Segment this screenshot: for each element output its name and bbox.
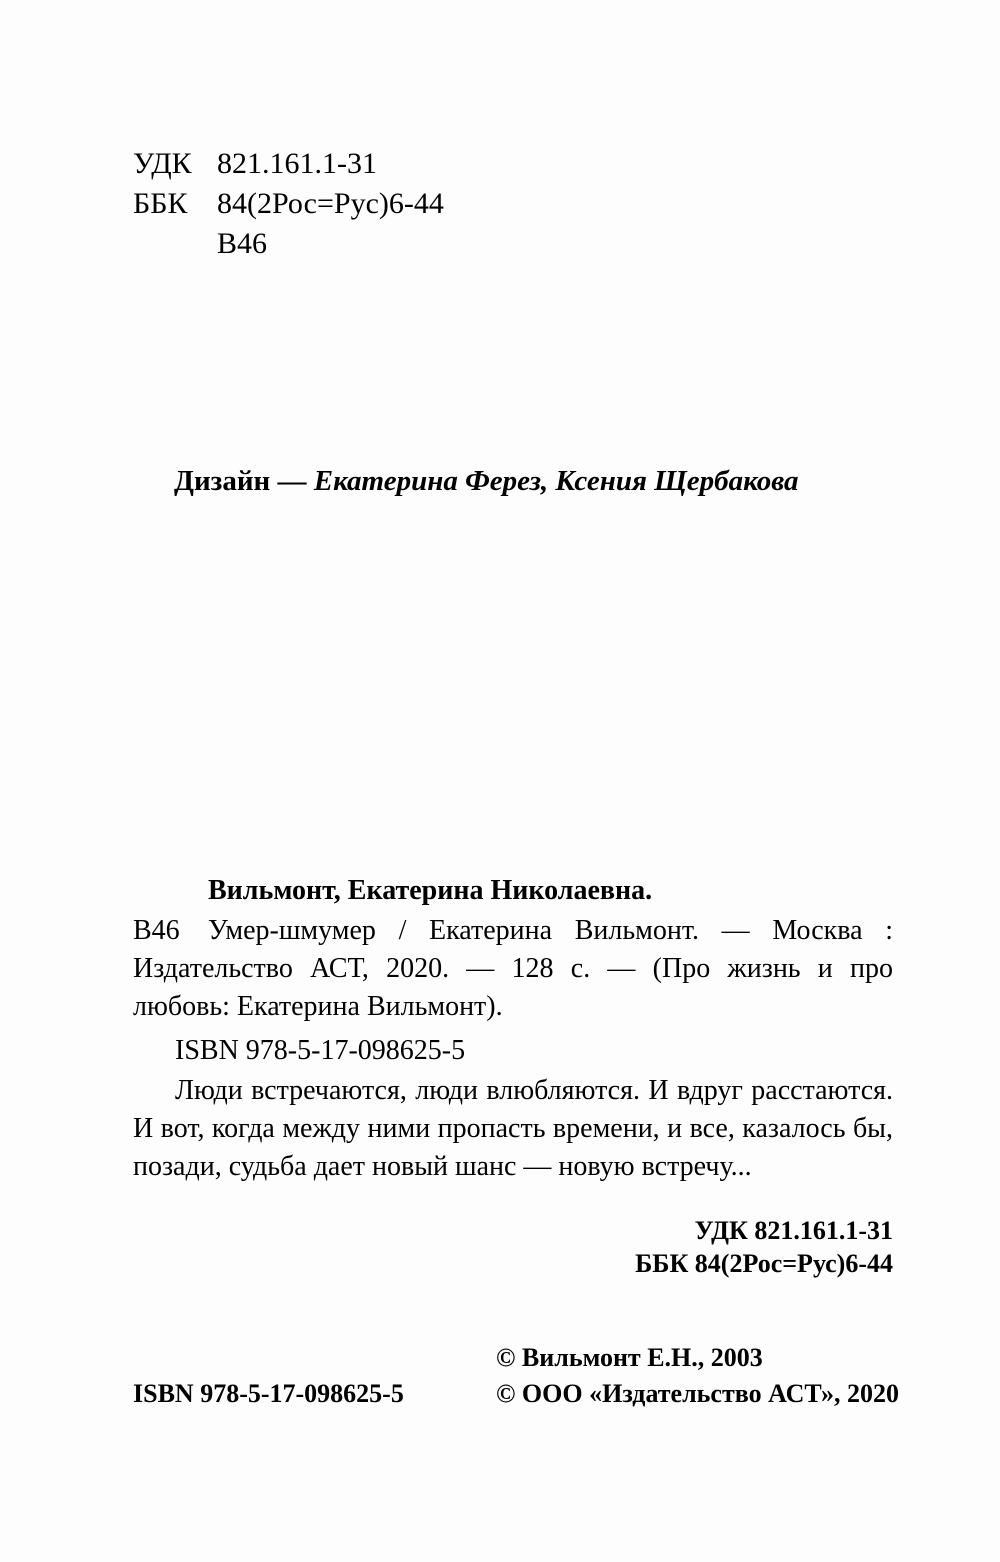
design-credit-names: Екатерина Ферез, Ксения Щербакова: [313, 465, 799, 497]
footer-isbn: ISBN 978-5-17-098625-5: [133, 1379, 404, 1408]
classification-row-bbk: [133, 184, 444, 224]
copyright-author: © Вильмонт Е.Н., 2003: [496, 1343, 763, 1372]
design-credit: [174, 462, 798, 500]
classification-value-bbk: 84(2Рос=Рус)6-44: [217, 187, 444, 220]
biblio-shelfmark: В46: [133, 915, 180, 946]
bibliographic-record: [133, 872, 893, 1186]
biblio-author: Вильмонт, Екатерина Николаевна.: [208, 875, 653, 906]
classification-repeat-udk: УДК 821.161.1-31: [694, 1216, 893, 1245]
classification-value-shelfmark: В46: [217, 227, 268, 260]
biblio-body: [133, 912, 893, 1186]
biblio-annotation: Люди встречаются, люди влюбляются. И вдруг расстаются. И вот, когда между ними пропасть времени, и все, казалось бы, позади, судьба дает новый шанс — новую встречу...: [133, 1075, 893, 1182]
design-credit-label: Дизайн —: [174, 465, 314, 497]
copyright-publisher: © ООО «Издательство АСТ», 2020: [496, 1379, 900, 1408]
classification-value-udk: 821.161.1-31: [217, 147, 377, 180]
biblio-isbn: ISBN 978-5-17-098625-5: [175, 1035, 466, 1066]
classification-row-shelfmark: [133, 224, 444, 264]
classification-key-udk: УДК: [133, 147, 192, 180]
classification-row-udk: [133, 144, 444, 184]
classification-repeat-bbk: ББК 84(2Рос=Рус)6-44: [635, 1249, 893, 1278]
classification-key-bbk: ББК: [133, 187, 188, 220]
biblio-description: Умер-шмумер / Екатерина Вильмонт. — Москва : Издательство АСТ, 2020. — 128 с. — (Про жизнь и про любовь: Екатерина Вильмонт).: [133, 915, 893, 1022]
classification-repeat: [133, 1214, 893, 1280]
classification-block: [133, 144, 444, 264]
